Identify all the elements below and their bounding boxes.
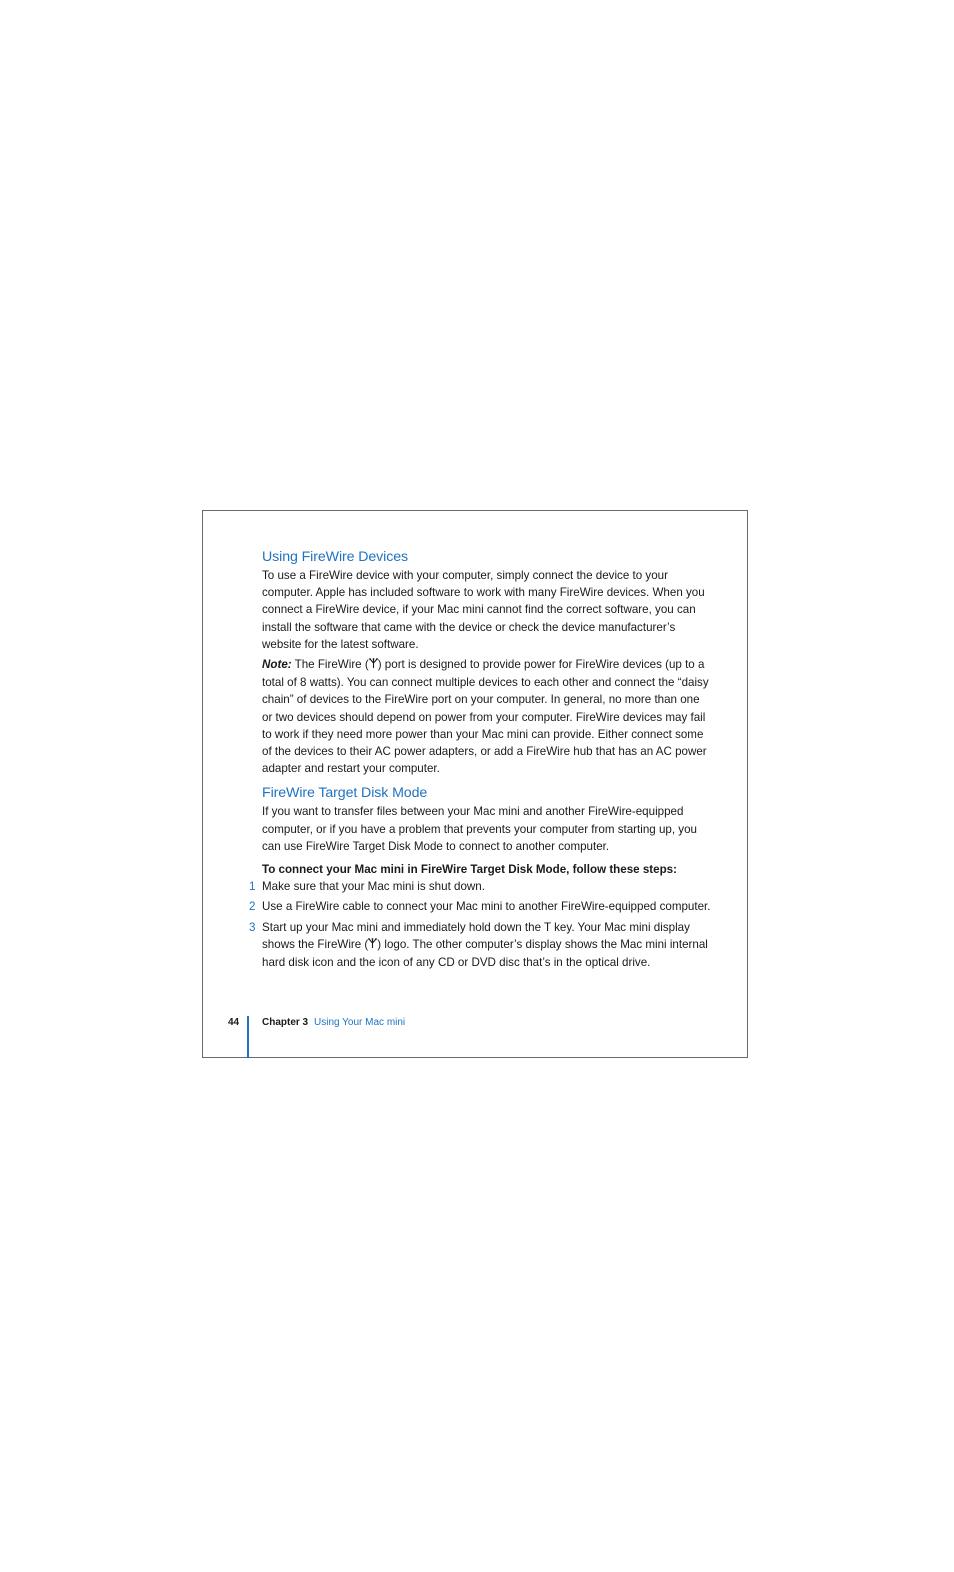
step-text: ) logo. The other computer’s display shows the Mac mini internal hard disk icon and the icon of any CD or DVD disc that’s in the optical drive.: [262, 937, 708, 970]
note-paragraph: [262, 656, 712, 777]
step-text: Make sure that your Mac mini is shut down.: [262, 880, 485, 894]
note-text-part: The FireWire (: [291, 658, 369, 672]
firewire-icon: [369, 657, 378, 674]
note-text-part: ) port is designed to provide power for FireWire devices (up to a total of 8 watts). You can connect multiple devices to each other and connect the “daisy chain” of devices to the FireWire port on your computer. In general, no more than one or two devices should depend on power from your computer. FireWire devices may fail to work if they need more power than your Mac mini can provide. Either connect some of the devices to their AC power adapters, or add a FireWire hub that has an AC power adapter and restart your computer.: [262, 658, 709, 776]
page-content: [249, 548, 712, 971]
page-footer: [202, 1016, 748, 1058]
step-item: [249, 878, 712, 895]
note-label: Note:: [262, 658, 292, 672]
step-item: [249, 919, 712, 972]
section-body-paragraph: If you want to transfer files between your Mac mini and another FireWire-equipped computer, or if you have a problem that prevents your computer from starting up, you can use FireWire Target Disk Mode to connect to another computer.: [262, 805, 697, 853]
steps-intro: To connect your Mac mini in FireWire Target Disk Mode, follow these steps:: [262, 863, 677, 877]
step-number: 3: [249, 920, 256, 934]
step-number: 2: [249, 900, 256, 914]
page-number: 44: [228, 1017, 240, 1028]
step-number: 1: [249, 880, 256, 894]
steps-list: [249, 878, 712, 971]
step-text: Start up your Mac mini and immediately hold down the T key. Your Mac mini display shows the FireWire (: [262, 920, 690, 951]
firewire-icon: [368, 937, 377, 954]
footer-divider: [247, 1016, 249, 1058]
chapter-label: Chapter 3: [262, 1017, 309, 1028]
step-item: [249, 898, 712, 915]
chapter-title: Using Your Mac mini: [314, 1017, 406, 1028]
section-heading-firewire-target-disk-mode: FireWire Target Disk Mode: [262, 785, 428, 802]
section-body-paragraph: To use a FireWire device with your computer, simply connect the device to your computer. Apple has included software to work with many FireWire devices. When you connect a FireWire device, if your Mac mini cannot find the correct software, you can install the software that came with the device or check the device manufacturer’s website for the latest software.: [262, 569, 705, 651]
section-heading-using-firewire-devices: Using FireWire Devices: [262, 549, 409, 565]
step-text: Use a FireWire cable to connect your Mac mini to another FireWire-equipped computer.: [262, 900, 711, 914]
